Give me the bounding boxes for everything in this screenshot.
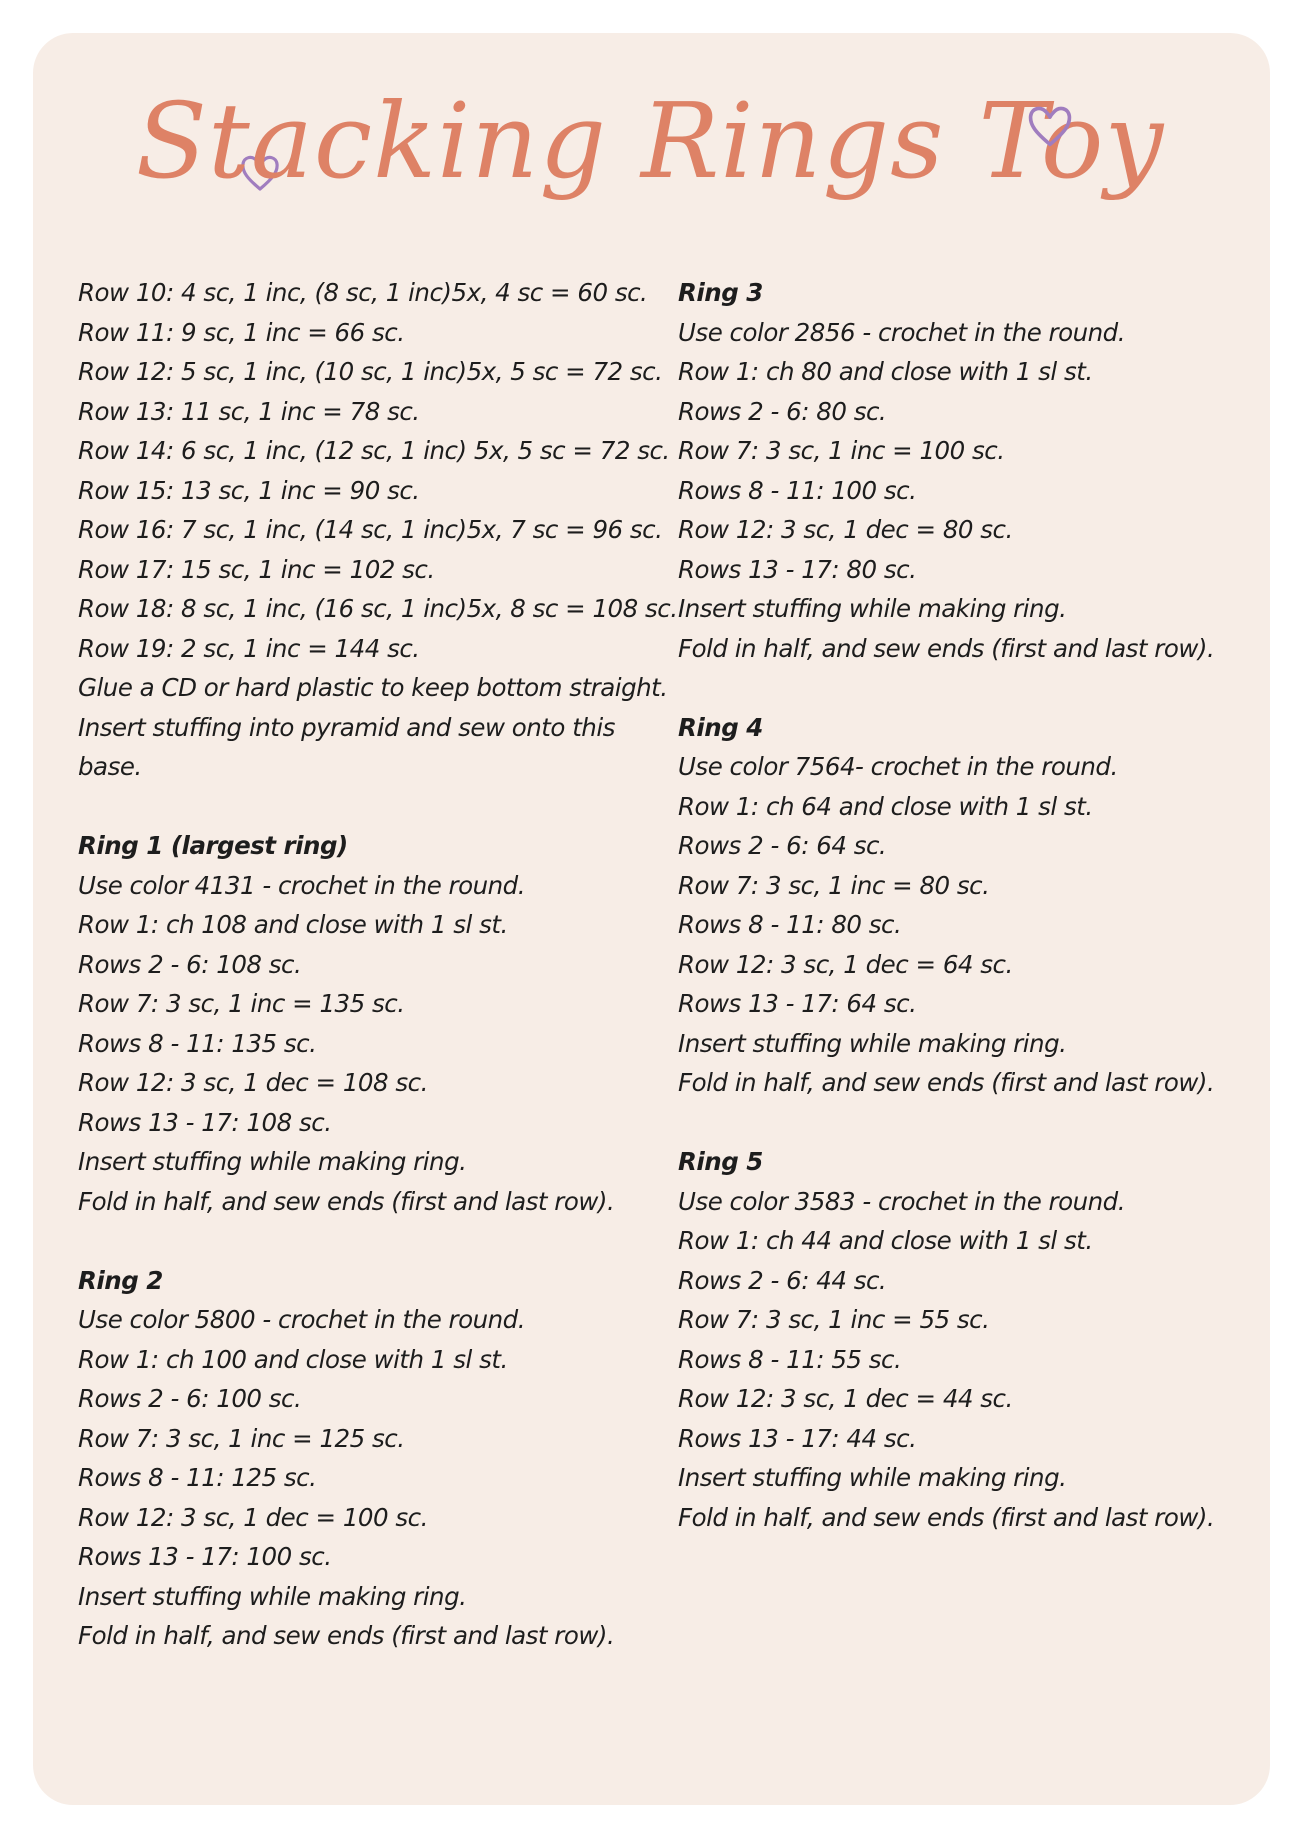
instruction-line: Insert stuffing while making ring.	[678, 1463, 1067, 1492]
title-area	[0, 0, 1300, 260]
ring-5-section	[678, 1142, 1248, 1537]
instruction-line: Rows 8 - 11: 125 sc.	[78, 1463, 317, 1492]
instruction-line: Insert stuffing while making ring.	[78, 1147, 467, 1176]
instruction-line: Row 7: 3 sc, 1 inc = 135 sc.	[78, 989, 405, 1018]
instruction-line: Row 1: ch 80 and close with 1 sl st.	[678, 357, 1093, 386]
instruction-line: Rows 13 - 17: 100 sc.	[78, 1542, 332, 1571]
instruction-line: Rows 8 - 11: 100 sc.	[678, 475, 917, 505]
instruction-line: Rows 13 - 17: 44 sc.	[678, 1423, 917, 1453]
section-heading: Ring 1 (largest ring)	[78, 831, 348, 860]
instruction-line: Fold in half, and sew ends (first and last row).	[678, 633, 1215, 663]
instruction-line: Insert stuffing while making ring.	[78, 1581, 467, 1611]
instruction-line: Row 7: 3 sc, 1 inc = 55 sc.	[678, 1305, 990, 1334]
page-title: Stacking Rings Toy	[135, 80, 1165, 202]
instruction-line: Insert stuffing into pyramid and sew onto this	[78, 712, 615, 742]
instruction-line: Use color 2856 - crochet in the round.	[678, 317, 1126, 347]
instruction-line: Rows 2 - 6: 100 sc.	[78, 1384, 302, 1413]
instruction-line: Row 1: ch 100 and close with 1 sl st.	[78, 1344, 508, 1374]
instruction-line: Row 17: 15 sc, 1 inc = 102 sc.	[78, 554, 435, 584]
instruction-line: Row 16: 7 sc, 1 inc, (14 sc, 1 inc)5x, 7 sc = 96 sc.	[78, 515, 663, 544]
instruction-line: Insert stuffing while making ring.	[678, 1028, 1067, 1058]
instruction-line: Row 10: 4 sc, 1 inc, (8 sc, 1 inc)5x, 4 sc = 60 sc.	[78, 278, 648, 307]
ring-4-section	[678, 708, 1248, 1103]
instruction-line: Rows 13 - 17: 80 sc.	[678, 554, 917, 584]
instruction-line: Use color 5800 - crochet in the round.	[78, 1305, 526, 1334]
instruction-line: Rows 8 - 11: 80 sc.	[678, 910, 902, 939]
instruction-line: Rows 13 - 17: 108 sc.	[78, 1107, 332, 1137]
section-heading: Ring 4	[678, 712, 763, 742]
ring-1-section	[78, 826, 638, 1221]
base-rows-section	[78, 273, 678, 787]
instruction-line: Row 15: 13 sc, 1 inc = 90 sc.	[78, 475, 420, 505]
instruction-line: Row 12: 3 sc, 1 dec = 80 sc.	[678, 515, 1013, 544]
right-column	[678, 273, 1248, 1537]
instruction-line: Rows 2 - 6: 64 sc.	[678, 831, 887, 860]
section-gap	[78, 1221, 638, 1261]
left-column	[78, 273, 678, 1656]
instruction-line: Row 19: 2 sc, 1 inc = 144 sc.	[78, 633, 420, 663]
instruction-line: Fold in half, and sew ends (first and last row).	[678, 1068, 1215, 1097]
instruction-line: Row 11: 9 sc, 1 inc = 66 sc.	[78, 317, 405, 347]
section-heading: Ring 5	[678, 1147, 763, 1176]
instruction-line: Row 12: 3 sc, 1 dec = 64 sc.	[678, 949, 1013, 979]
instruction-line: Rows 13 - 17: 64 sc.	[678, 989, 917, 1018]
instruction-line: Row 7: 3 sc, 1 inc = 125 sc.	[78, 1423, 405, 1453]
instruction-line: Use color 3583 - crochet in the round.	[678, 1186, 1126, 1216]
instruction-line: Row 1: ch 64 and close with 1 sl st.	[678, 791, 1093, 821]
instruction-line: Row 7: 3 sc, 1 inc = 100 sc.	[678, 436, 1005, 465]
instruction-line: Rows 2 - 6: 80 sc.	[678, 396, 887, 426]
instruction-line: Fold in half, and sew ends (first and last row).	[78, 1621, 615, 1650]
section-gap	[678, 1103, 1248, 1143]
instruction-line: Use color 7564- crochet in the round.	[678, 752, 1118, 781]
ring-3-section	[678, 273, 1248, 668]
instruction-line: base.	[78, 752, 142, 781]
instruction-line: Rows 2 - 6: 108 sc.	[78, 949, 302, 979]
ring-2-section	[78, 1261, 638, 1656]
instruction-line: Fold in half, and sew ends (first and last row).	[78, 1186, 615, 1216]
instruction-line: Row 13: 11 sc, 1 inc = 78 sc.	[78, 396, 420, 426]
instruction-line: Use color 4131 - crochet in the round.	[78, 870, 526, 900]
instruction-line: Row 18: 8 sc, 1 inc, (16 sc, 1 inc)5x, 8 sc = 108 sc.	[78, 594, 678, 623]
instruction-line: Row 12: 3 sc, 1 dec = 44 sc.	[678, 1384, 1013, 1413]
instruction-line: Rows 8 - 11: 135 sc.	[78, 1028, 317, 1058]
instruction-line: Glue a CD or hard plastic to keep bottom straight.	[78, 673, 668, 702]
heart-icon	[1025, 100, 1075, 150]
section-gap	[78, 787, 638, 827]
instruction-line: Insert stuffing while making ring.	[678, 594, 1067, 623]
instruction-line: Row 12: 3 sc, 1 dec = 100 sc.	[78, 1502, 428, 1532]
section-gap	[678, 668, 1248, 708]
instruction-line: Row 12: 3 sc, 1 dec = 108 sc.	[78, 1068, 428, 1097]
instruction-line: Row 1: ch 108 and close with 1 sl st.	[78, 910, 508, 939]
instruction-line: Rows 8 - 11: 55 sc.	[678, 1344, 902, 1374]
instruction-line: Row 7: 3 sc, 1 inc = 80 sc.	[678, 870, 990, 900]
instruction-line: Row 1: ch 44 and close with 1 sl st.	[678, 1226, 1093, 1255]
instruction-line: Row 14: 6 sc, 1 inc, (12 sc, 1 inc) 5x, 5 sc = 72 sc.	[78, 436, 670, 465]
instruction-line: Fold in half, and sew ends (first and last row).	[678, 1502, 1215, 1532]
instruction-line: Rows 2 - 6: 44 sc.	[678, 1265, 887, 1295]
section-heading: Ring 3	[678, 278, 763, 307]
instruction-line: Row 12: 5 sc, 1 inc, (10 sc, 1 inc)5x, 5 sc = 72 sc.	[78, 357, 663, 386]
section-heading: Ring 2	[78, 1265, 163, 1295]
